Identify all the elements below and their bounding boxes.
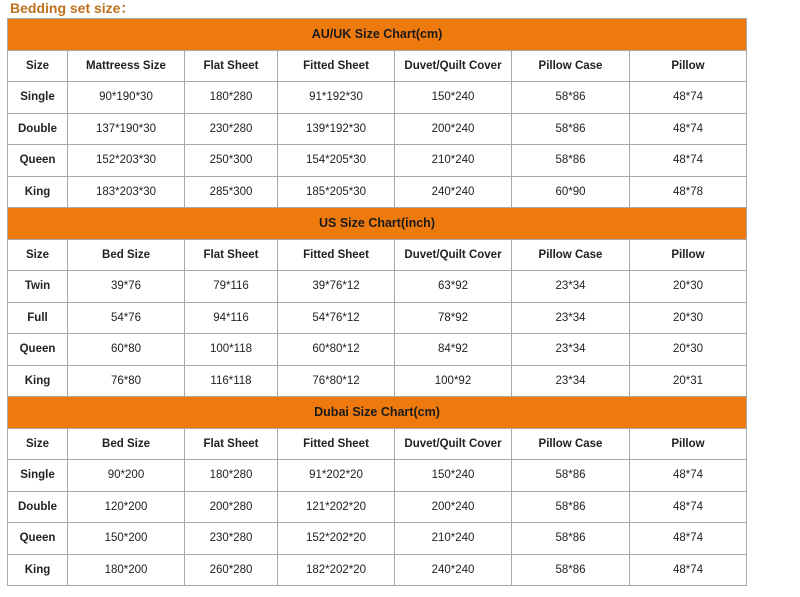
table-cell: 250*300 bbox=[185, 145, 278, 177]
table-cell: 100*118 bbox=[185, 334, 278, 366]
column-header: Pillow Case bbox=[512, 239, 630, 271]
table-cell: 58*86 bbox=[512, 113, 630, 145]
table-cell: 182*202*20 bbox=[278, 554, 395, 586]
table-cell: 100*92 bbox=[395, 365, 512, 397]
table-cell: 48*74 bbox=[630, 523, 747, 555]
table-cell: 58*86 bbox=[512, 523, 630, 555]
table-cell: 39*76 bbox=[68, 271, 185, 303]
table-cell: 240*240 bbox=[395, 554, 512, 586]
size-label-cell: Full bbox=[8, 302, 68, 334]
table-cell: 91*192*30 bbox=[278, 82, 395, 114]
column-header: Pillow Case bbox=[512, 50, 630, 82]
table-cell: 152*202*20 bbox=[278, 523, 395, 555]
table-cell: 260*280 bbox=[185, 554, 278, 586]
table-cell: 48*78 bbox=[630, 176, 747, 208]
table-cell: 23*34 bbox=[512, 334, 630, 366]
table-cell: 23*34 bbox=[512, 302, 630, 334]
page-heading: Bedding set size： bbox=[10, 0, 135, 16]
table-cell: 58*86 bbox=[512, 145, 630, 177]
table-cell: 210*240 bbox=[395, 523, 512, 555]
table-cell: 76*80*12 bbox=[278, 365, 395, 397]
table-cell: 60*90 bbox=[512, 176, 630, 208]
column-header: Size bbox=[8, 428, 68, 460]
table-cell: 94*116 bbox=[185, 302, 278, 334]
table-cell: 23*34 bbox=[512, 271, 630, 303]
table-row bbox=[8, 334, 747, 366]
table-cell: 48*74 bbox=[630, 554, 747, 586]
table-cell: 58*86 bbox=[512, 82, 630, 114]
column-header: Duvet/Quilt Cover bbox=[395, 50, 512, 82]
table-cell: 240*240 bbox=[395, 176, 512, 208]
table-cell: 120*200 bbox=[68, 491, 185, 523]
column-header: Fitted Sheet bbox=[278, 239, 395, 271]
table-cell: 63*92 bbox=[395, 271, 512, 303]
table-cell: 90*190*30 bbox=[68, 82, 185, 114]
table-cell: 200*280 bbox=[185, 491, 278, 523]
column-header: Pillow Case bbox=[512, 428, 630, 460]
table-cell: 180*200 bbox=[68, 554, 185, 586]
table-cell: 48*74 bbox=[630, 113, 747, 145]
table-cell: 137*190*30 bbox=[68, 113, 185, 145]
column-header-row bbox=[8, 50, 747, 82]
table-cell: 285*300 bbox=[185, 176, 278, 208]
table-cell: 152*203*30 bbox=[68, 145, 185, 177]
table-cell: 150*200 bbox=[68, 523, 185, 555]
column-header: Pillow bbox=[630, 50, 747, 82]
table-cell: 20*30 bbox=[630, 334, 747, 366]
column-header: Duvet/Quilt Cover bbox=[395, 239, 512, 271]
table-cell: 150*240 bbox=[395, 82, 512, 114]
table-cell: 185*205*30 bbox=[278, 176, 395, 208]
table-cell: 200*240 bbox=[395, 491, 512, 523]
column-header: Duvet/Quilt Cover bbox=[395, 428, 512, 460]
size-label-cell: Single bbox=[8, 82, 68, 114]
table-cell: 79*116 bbox=[185, 271, 278, 303]
table-cell: 58*86 bbox=[512, 460, 630, 492]
column-header: Flat Sheet bbox=[185, 50, 278, 82]
table-cell: 200*240 bbox=[395, 113, 512, 145]
table-cell: 60*80*12 bbox=[278, 334, 395, 366]
table-cell: 39*76*12 bbox=[278, 271, 395, 303]
size-label-cell: Queen bbox=[8, 523, 68, 555]
table-row bbox=[8, 523, 747, 555]
table-row bbox=[8, 176, 747, 208]
size-label-cell: King bbox=[8, 554, 68, 586]
table-row bbox=[8, 554, 747, 586]
size-label-cell: Twin bbox=[8, 271, 68, 303]
table-cell: 48*74 bbox=[630, 460, 747, 492]
table-row bbox=[8, 145, 747, 177]
table-row bbox=[8, 113, 747, 145]
column-header: Pillow bbox=[630, 239, 747, 271]
table-cell: 180*280 bbox=[185, 82, 278, 114]
table-cell: 54*76 bbox=[68, 302, 185, 334]
column-header: Bed Size bbox=[68, 428, 185, 460]
table-cell: 91*202*20 bbox=[278, 460, 395, 492]
column-header-row bbox=[8, 239, 747, 271]
section-title: Dubai Size Chart(cm) bbox=[8, 397, 747, 429]
column-header: Pillow bbox=[630, 428, 747, 460]
table-cell: 183*203*30 bbox=[68, 176, 185, 208]
table-cell: 48*74 bbox=[630, 82, 747, 114]
column-header: Fitted Sheet bbox=[278, 428, 395, 460]
column-header: Size bbox=[8, 50, 68, 82]
table-cell: 60*80 bbox=[68, 334, 185, 366]
table-row bbox=[8, 271, 747, 303]
table-cell: 139*192*30 bbox=[278, 113, 395, 145]
size-chart-table bbox=[7, 18, 747, 586]
table-cell: 54*76*12 bbox=[278, 302, 395, 334]
table-cell: 154*205*30 bbox=[278, 145, 395, 177]
table-row bbox=[8, 365, 747, 397]
size-label-cell: Double bbox=[8, 491, 68, 523]
table-cell: 180*280 bbox=[185, 460, 278, 492]
size-label-cell: Single bbox=[8, 460, 68, 492]
section-title-row bbox=[8, 19, 747, 51]
section-title: AU/UK Size Chart(cm) bbox=[8, 19, 747, 51]
column-header: Fitted Sheet bbox=[278, 50, 395, 82]
table-cell: 58*86 bbox=[512, 491, 630, 523]
table-cell: 84*92 bbox=[395, 334, 512, 366]
column-header: Size bbox=[8, 239, 68, 271]
size-label-cell: King bbox=[8, 365, 68, 397]
size-label-cell: Queen bbox=[8, 334, 68, 366]
size-label-cell: King bbox=[8, 176, 68, 208]
table-cell: 20*31 bbox=[630, 365, 747, 397]
table-cell: 230*280 bbox=[185, 113, 278, 145]
size-label-cell: Double bbox=[8, 113, 68, 145]
table-cell: 90*200 bbox=[68, 460, 185, 492]
table-cell: 121*202*20 bbox=[278, 491, 395, 523]
table-cell: 20*30 bbox=[630, 302, 747, 334]
table-cell: 210*240 bbox=[395, 145, 512, 177]
size-label-cell: Queen bbox=[8, 145, 68, 177]
section-title-row bbox=[8, 397, 747, 429]
table-cell: 48*74 bbox=[630, 145, 747, 177]
table-cell: 230*280 bbox=[185, 523, 278, 555]
column-header: Flat Sheet bbox=[185, 239, 278, 271]
column-header: Bed Size bbox=[68, 239, 185, 271]
table-row bbox=[8, 82, 747, 114]
table-row bbox=[8, 491, 747, 523]
table-cell: 58*86 bbox=[512, 554, 630, 586]
table-cell: 76*80 bbox=[68, 365, 185, 397]
section-title: US Size Chart(inch) bbox=[8, 208, 747, 240]
table-cell: 78*92 bbox=[395, 302, 512, 334]
table-cell: 150*240 bbox=[395, 460, 512, 492]
table-cell: 23*34 bbox=[512, 365, 630, 397]
table-cell: 116*118 bbox=[185, 365, 278, 397]
column-header-row bbox=[8, 428, 747, 460]
column-header: Mattreess Size bbox=[68, 50, 185, 82]
table-cell: 48*74 bbox=[630, 491, 747, 523]
column-header: Flat Sheet bbox=[185, 428, 278, 460]
table-row bbox=[8, 302, 747, 334]
section-title-row bbox=[8, 208, 747, 240]
table-cell: 20*30 bbox=[630, 271, 747, 303]
table-row bbox=[8, 460, 747, 492]
